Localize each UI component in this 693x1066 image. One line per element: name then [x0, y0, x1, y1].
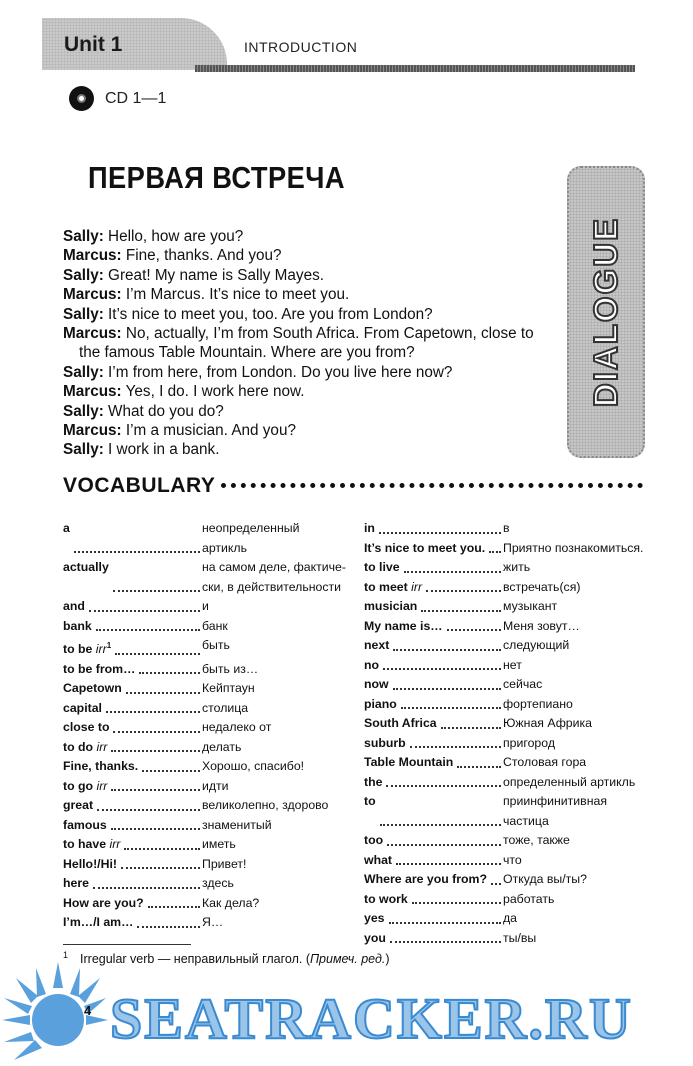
vocabulary-term: to work [364, 891, 408, 906]
irregular-mark: irr [95, 642, 107, 657]
dialogue-text: I’m a musician. And you? [121, 422, 296, 440]
dialogue-speaker: Sally: [63, 266, 104, 284]
sun-logo-icon [0, 958, 110, 1066]
vocabulary-term: Capetown [63, 681, 122, 696]
dot-leader [139, 660, 200, 675]
vocabulary-term: the [364, 774, 383, 789]
vocabulary-translation: неопределенный артикль [202, 521, 300, 555]
dot-leader [390, 929, 501, 944]
vocabulary-translation: пригород [503, 735, 556, 750]
vocabulary-term: capital [63, 700, 102, 715]
vocabulary-entry [364, 929, 649, 949]
vocabulary-term: Fine, thanks. [63, 759, 139, 774]
dot-leader [89, 597, 200, 612]
vocabulary-entry [63, 816, 348, 836]
dialogue-text: It’s nice to meet you, too. Are you from London? [103, 305, 433, 323]
dot-leader [389, 909, 501, 924]
dialogue-line [63, 382, 553, 401]
vocabulary-translation: в [503, 521, 510, 535]
dialogue-line [63, 266, 553, 285]
dot-leader [401, 695, 501, 710]
dot-leader [97, 796, 200, 811]
vocabulary-entry [63, 757, 348, 777]
vocabulary-entry [364, 909, 649, 929]
vocabulary-term: you [364, 930, 386, 945]
dialogue-text: Fine, thanks. And you? [121, 247, 282, 265]
dialogue-line [63, 402, 553, 421]
dialogue-text: Great! My name is Sally Mayes. [103, 266, 324, 284]
dialogue-speaker: Sally: [63, 228, 104, 245]
dialogue-line [63, 246, 553, 265]
vocabulary-entry [63, 777, 348, 797]
dot-leader [124, 835, 200, 850]
vocabulary-translation: встречать(ся) [503, 579, 581, 594]
dot-leader [412, 890, 501, 905]
vocabulary-translation: работать [503, 891, 555, 906]
vocabulary-term: Hello!/Hi! [63, 856, 117, 871]
vocabulary-heading-dots [221, 483, 643, 488]
vocabulary-translation: тоже, также [503, 833, 570, 847]
vocabulary-translation: музыкант [503, 599, 558, 613]
vocabulary-translation: на самом деле, фактиче- ски, в действительности [202, 560, 346, 594]
dialogue-line [63, 227, 553, 246]
vocabulary-term: now [364, 677, 389, 691]
vocabulary-translation: Южная Африка [503, 716, 593, 730]
vocabulary-term: to be from… [63, 661, 136, 676]
dot-leader [111, 777, 200, 792]
dot-leader [74, 519, 200, 553]
vocabulary-translation: делать [202, 739, 242, 754]
vocabulary-entry [63, 597, 348, 617]
irregular-mark: irr [96, 778, 108, 793]
watermark: SEATRACKER.RU [110, 986, 633, 1051]
dialogue-text [63, 227, 553, 460]
dialogue-text: No, actually, I’m from South Africa. From Capetown, close to the famous Table Mountain. Where are you from? [79, 325, 534, 362]
footnote-text: Irregular verb — неправильный глагол. ( [80, 952, 310, 967]
dot-leader [457, 753, 501, 768]
dialogue-line [63, 305, 553, 324]
dialogue-line [63, 421, 553, 440]
dot-leader [383, 656, 501, 671]
dialogue-speaker: Marcus: [63, 383, 122, 401]
vocabulary-term: South Africa [364, 716, 437, 730]
vocabulary-entry [63, 636, 348, 660]
vocabulary-term: famous [63, 817, 107, 832]
dot-leader [111, 816, 200, 831]
vocabulary-translation: Я… [202, 915, 224, 930]
dot-leader [142, 757, 200, 772]
vocabulary-term: bank [63, 618, 92, 633]
footnote-close: ) [385, 952, 390, 967]
vocabulary-term: a [63, 521, 70, 535]
vocabulary-term: to [364, 794, 376, 808]
dot-leader [115, 636, 200, 655]
dot-leader [393, 636, 501, 651]
vocabulary-entry [364, 792, 649, 831]
vocabulary-term: actually [63, 560, 109, 574]
vocabulary-translation: Привет! [202, 856, 247, 871]
dot-leader [380, 792, 501, 826]
vocabulary-translation: столица [202, 700, 249, 715]
dialogue-text: Hello, how are you? [103, 228, 244, 245]
vocabulary-term: musician [364, 599, 418, 613]
dot-leader [148, 894, 200, 909]
vocabulary-entry [364, 851, 649, 871]
vocabulary-entry [364, 617, 649, 637]
vocabulary-entry [63, 617, 348, 637]
vocabulary-translation: здесь [202, 876, 234, 891]
dialogue-speaker: Sally: [63, 441, 104, 459]
vocabulary-translation: недалеко от [202, 720, 272, 735]
irregular-mark: irr [109, 837, 121, 852]
vocabulary-translation: идти [202, 778, 229, 793]
vocabulary-translation: Меня зовут… [503, 618, 580, 633]
dot-leader [113, 718, 200, 733]
dot-leader [379, 519, 501, 534]
dot-leader [106, 699, 200, 714]
vocabulary-entry [63, 558, 348, 597]
dialogue-text: I work in a bank. [103, 441, 220, 459]
vocabulary-entry [63, 718, 348, 738]
vocabulary-translation: иметь [202, 837, 236, 852]
cd-icon[interactable] [69, 86, 94, 111]
dot-leader [137, 913, 200, 928]
vocabulary-entry [364, 636, 649, 656]
cd-track-label: CD 1—1 [105, 90, 167, 107]
vocabulary-translation: Приятно познакомиться. [503, 540, 644, 555]
vocabulary-translation: Хорошо, спасибо! [202, 759, 305, 774]
dot-leader [121, 855, 200, 870]
irregular-mark: irr [96, 739, 108, 754]
vocabulary-entry [364, 870, 649, 890]
vocabulary-translation: Столовая гора [503, 755, 587, 769]
vocabulary-translation: быть [202, 638, 230, 652]
dialogue-line [63, 363, 553, 382]
vocabulary-term: My name is… [364, 618, 443, 633]
vocabulary-entry [364, 578, 649, 598]
vocabulary-term: to go irr [63, 778, 108, 793]
vocabulary-column-right [364, 519, 649, 948]
footnote-mark: 1 [63, 950, 69, 960]
vocabulary-translation: Кейптаун [202, 681, 255, 696]
vocabulary-entry [63, 874, 348, 894]
vocabulary-translation: быть из… [202, 661, 259, 676]
dot-leader [126, 679, 200, 694]
vocabulary-term: what [364, 852, 393, 867]
vocabulary-entry [63, 796, 348, 816]
vocabulary-term: next [364, 638, 390, 652]
irregular-mark: irr [411, 579, 423, 594]
page-number: 4 [84, 1003, 92, 1018]
vocabulary-column-left [63, 519, 348, 933]
vocabulary-translation: что [503, 852, 522, 867]
vocabulary-entry [63, 855, 348, 875]
vocabulary-term: in [364, 521, 375, 535]
vocabulary-term: to be irr$^1$ [63, 641, 112, 657]
vocabulary-translation: фортепиано [503, 696, 573, 711]
vocabulary-entry [364, 675, 649, 695]
vocabulary-term: Table Mountain [364, 755, 454, 769]
vocabulary-translation: нет [503, 657, 522, 672]
vocabulary-entry [364, 831, 649, 851]
dialogue-line [63, 324, 553, 363]
vocabulary-term: to have irr [63, 837, 121, 852]
dot-leader [441, 714, 501, 729]
dot-leader [447, 617, 501, 632]
dialogue-speaker: Sally: [63, 305, 104, 323]
vocabulary-term: yes [364, 911, 385, 925]
vocabulary-translation: Откуда вы/ты? [503, 872, 587, 886]
dialogue-speaker: Marcus: [63, 325, 122, 343]
dot-leader [426, 578, 501, 593]
dialogue-speaker: Marcus: [63, 286, 122, 304]
dot-leader [393, 675, 501, 690]
dialogue-speaker: Sally: [63, 363, 104, 381]
dot-leader [421, 597, 501, 612]
footnote-ref: 1 [106, 641, 112, 650]
vocabulary-term: How are you? [63, 895, 144, 910]
vocabulary-term: close to [63, 720, 110, 735]
dialogue-speaker: Sally: [63, 402, 104, 420]
vocabulary-translation: определенный артикль [503, 774, 636, 789]
vocabulary-term: to meet irr [364, 579, 423, 594]
vocabulary-entry [364, 656, 649, 676]
vocabulary-term: here [63, 876, 89, 891]
vocabulary-term: to live [364, 560, 400, 574]
dialogue-speaker: Marcus: [63, 422, 122, 440]
vocabulary-term: to do irr [63, 739, 108, 754]
vocabulary-term: It’s nice to meet you. [364, 540, 486, 555]
vocabulary-entry [63, 738, 348, 758]
vocabulary-translation: приинфинитивная частица [503, 794, 607, 828]
dialogue-text: What do you do? [103, 402, 224, 420]
vocabulary-translation: следующий [503, 638, 570, 652]
vocabulary-translation: сейчас [503, 677, 543, 691]
dot-leader [93, 874, 200, 889]
footnote-note: Примеч. ред. [310, 952, 386, 967]
dot-leader [113, 558, 200, 592]
vocabulary-translation: банк [202, 618, 228, 633]
vocabulary-term: and [63, 599, 85, 613]
vocabulary-entry [364, 695, 649, 715]
unit-label: Unit 1 [64, 33, 123, 56]
dot-leader [387, 831, 501, 846]
vocabulary-translation: Как дела? [202, 895, 260, 910]
vocabulary-term: I’m…/I am… [63, 915, 134, 930]
vocabulary-translation: великолепно, здорово [202, 798, 329, 813]
vocabulary-translation: знаменитый [202, 817, 272, 832]
vocabulary-term: Where are you from? [364, 872, 487, 886]
vocabulary-entry [364, 597, 649, 617]
vocabulary-translation: ты/вы [503, 930, 537, 945]
dot-leader [491, 870, 501, 885]
dialogue-badge [567, 166, 645, 458]
vocabulary-heading [63, 474, 643, 504]
page-title: ПЕРВАЯ ВСТРЕЧА [88, 160, 346, 195]
dot-leader [489, 539, 501, 554]
vocabulary-translation: жить [503, 560, 531, 574]
section-label: INTRODUCTION [244, 39, 358, 55]
vocabulary-term: no [364, 657, 380, 672]
dialogue-text: I’m Marcus. It’s nice to meet you. [121, 286, 350, 304]
vocabulary-entry [364, 890, 649, 910]
vocabulary-entry [364, 753, 649, 773]
dialogue-text: I’m from here, from London. Do you live here now? [103, 363, 453, 381]
vocabulary-term: great [63, 798, 94, 813]
vocabulary-entry [63, 660, 348, 680]
vocabulary-entry [364, 519, 649, 539]
vocabulary-entry [63, 699, 348, 719]
header-rule [195, 65, 635, 72]
vocabulary-entry [364, 773, 649, 793]
vocabulary-translation: и [202, 599, 209, 613]
vocabulary-entry [63, 835, 348, 855]
vocabulary-term: piano [364, 696, 397, 711]
vocabulary-entry [63, 679, 348, 699]
dialogue-line [63, 440, 553, 459]
vocabulary-entry [63, 894, 348, 914]
footnote-rule [63, 944, 191, 945]
vocabulary-term: suburb [364, 735, 406, 750]
vocabulary-entry [364, 734, 649, 754]
vocabulary-entry [364, 714, 649, 734]
vocabulary-term: too [364, 833, 384, 847]
vocabulary-entry [63, 913, 348, 933]
dot-leader [396, 851, 501, 866]
vocabulary-entry [364, 558, 649, 578]
dot-leader [410, 734, 501, 749]
dialogue-line [63, 285, 553, 304]
dot-leader [386, 773, 501, 788]
dot-leader [96, 617, 200, 632]
footnote [63, 950, 390, 966]
vocabulary-translation: да [503, 911, 518, 925]
vocabulary-entry [63, 519, 348, 558]
dialogue-text: Yes, I do. I work here now. [121, 383, 305, 401]
dialogue-speaker: Marcus: [63, 247, 122, 265]
vocabulary-heading-label: VOCABULARY [63, 474, 216, 497]
vocabulary-entry [364, 539, 649, 559]
dot-leader [111, 738, 200, 753]
dot-leader [404, 558, 501, 573]
dialogue-badge-label: DIALOGUE [587, 216, 624, 408]
